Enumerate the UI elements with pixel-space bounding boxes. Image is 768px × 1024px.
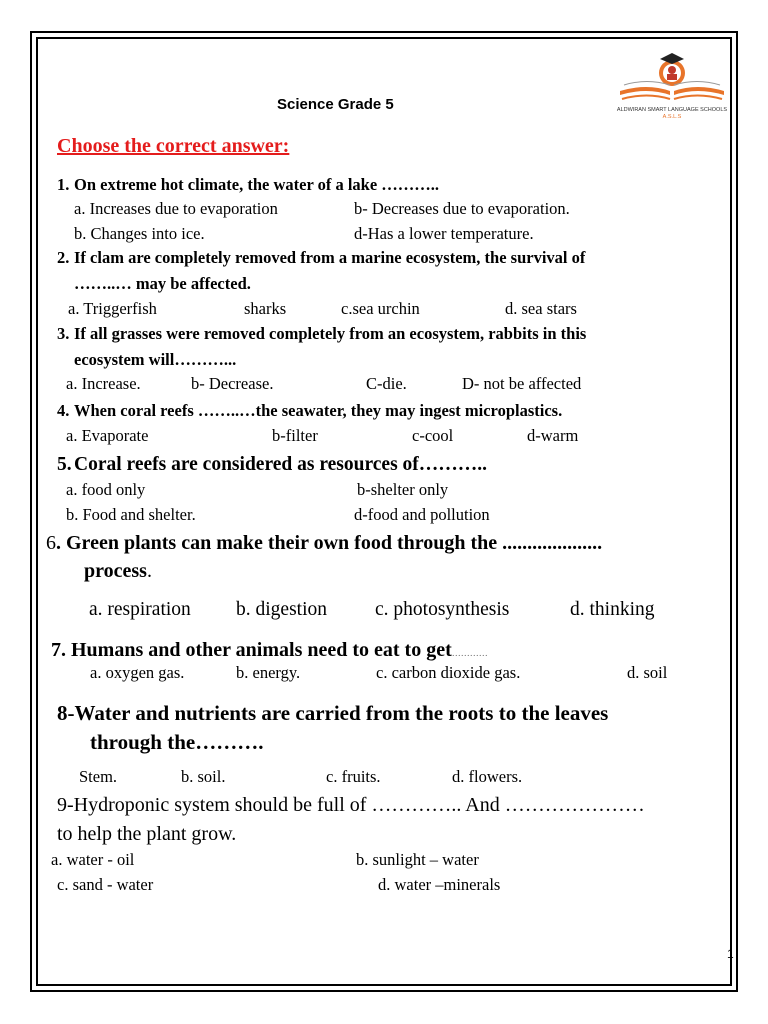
- question-6-number: 6: [46, 532, 56, 554]
- question-7-text: 7. Humans and other animals need to eat to get…………: [51, 639, 488, 661]
- q1-option-d: d-Has a lower temperature.: [354, 224, 534, 243]
- question-7-blank: …………: [451, 648, 488, 658]
- q4-option-a: a. Evaporate: [66, 426, 149, 445]
- q8-option-b: b. soil.: [181, 767, 226, 786]
- q5-option-c: b. Food and shelter.: [66, 505, 196, 524]
- q1-option-b: b- Decreases due to evaporation.: [354, 199, 570, 218]
- q2-option-c: c.sea urchin: [341, 299, 420, 318]
- question-6-text-line1: . Green plants can make their own food through the ....................: [56, 532, 603, 554]
- q7-option-d: d. soil: [627, 663, 668, 682]
- q3-option-a: a. Increase.: [66, 374, 141, 393]
- q7-option-b: b. energy.: [236, 663, 301, 682]
- q6-option-a: a. respiration: [89, 599, 191, 620]
- school-logo: [612, 45, 732, 121]
- q6-option-c: c. photosynthesis: [375, 599, 510, 620]
- q4-option-c: c-cool: [412, 426, 454, 445]
- question-2-text-line1: If clam are completely removed from a marine ecosystem, the survival of: [74, 248, 586, 267]
- q7-option-c: c. carbon dioxide gas.: [376, 663, 521, 682]
- question-4-number: 4.: [57, 401, 70, 420]
- question-3-number: 3.: [57, 324, 70, 343]
- q3-option-b: b- Decrease.: [191, 374, 274, 393]
- question-8-text-line2: through the……….: [90, 730, 264, 754]
- q9-option-d: d. water –minerals: [378, 875, 501, 894]
- q1-option-c: b. Changes into ice.: [74, 224, 205, 243]
- question-9-text-line1: 9-Hydroponic system should be full of ………….. And …………………: [57, 794, 645, 816]
- q4-option-b: b-filter: [272, 426, 318, 445]
- q9-option-b: b. sunlight – water: [356, 850, 479, 869]
- q2-option-d: d. sea stars: [505, 299, 577, 318]
- instruction-heading: Choose the correct answer:: [57, 135, 290, 157]
- question-8-text-line1: 8-Water and nutrients are carried from the roots to the leaves: [57, 701, 609, 725]
- question-6-text-line2: process.: [84, 560, 152, 582]
- logo-subtext: A.S.L.S: [662, 114, 682, 120]
- q8-option-a: Stem.: [79, 767, 118, 786]
- q2-option-b: sharks: [244, 299, 287, 318]
- question-1-text: On extreme hot climate, the water of a lake ………..: [74, 175, 440, 194]
- question-1-number: 1.: [57, 175, 70, 194]
- logo-text: ALDWIRAN SMART LANGUAGE SCHOOLS: [616, 107, 728, 113]
- q5-option-d: d-food and pollution: [354, 505, 490, 524]
- q8-option-d: d. flowers.: [452, 767, 523, 786]
- question-4-text: When coral reefs ……..…the seawater, they may ingest microplastics.: [74, 401, 563, 420]
- question-2-number: 2.: [57, 248, 70, 267]
- q3-option-d: D- not be affected: [462, 374, 582, 393]
- q6-option-d: d. thinking: [570, 599, 655, 620]
- q6-option-b: b. digestion: [236, 599, 327, 620]
- q9-option-a: a. water - oil: [51, 850, 135, 869]
- q3-option-c: C-die.: [366, 374, 407, 393]
- q8-option-c: c. fruits.: [326, 767, 381, 786]
- page-number: 1: [727, 947, 734, 961]
- question-3-text-line1: If all grasses were removed completely from an ecosystem, rabbits in this: [74, 324, 587, 343]
- page-title: Science Grade 5: [277, 96, 394, 113]
- question-5-number: 5.: [57, 454, 72, 475]
- q1-option-a: a. Increases due to evaporation: [74, 199, 278, 218]
- question-3-text-line2: ecosystem will………...: [74, 350, 237, 369]
- question-2-text-line2: ……..… may be affected.: [74, 274, 251, 293]
- q5-option-a: a. food only: [66, 480, 146, 499]
- q2-option-a: a. Triggerfish: [68, 299, 157, 318]
- q9-option-c: c. sand - water: [57, 875, 154, 894]
- question-9-text-line2: to help the plant grow.: [57, 823, 237, 845]
- q5-option-b: b-shelter only: [357, 480, 449, 499]
- question-5-text: Coral reefs are considered as resources of………..: [74, 454, 488, 475]
- q4-option-d: d-warm: [527, 426, 579, 445]
- q7-option-a: a. oxygen gas.: [90, 663, 185, 682]
